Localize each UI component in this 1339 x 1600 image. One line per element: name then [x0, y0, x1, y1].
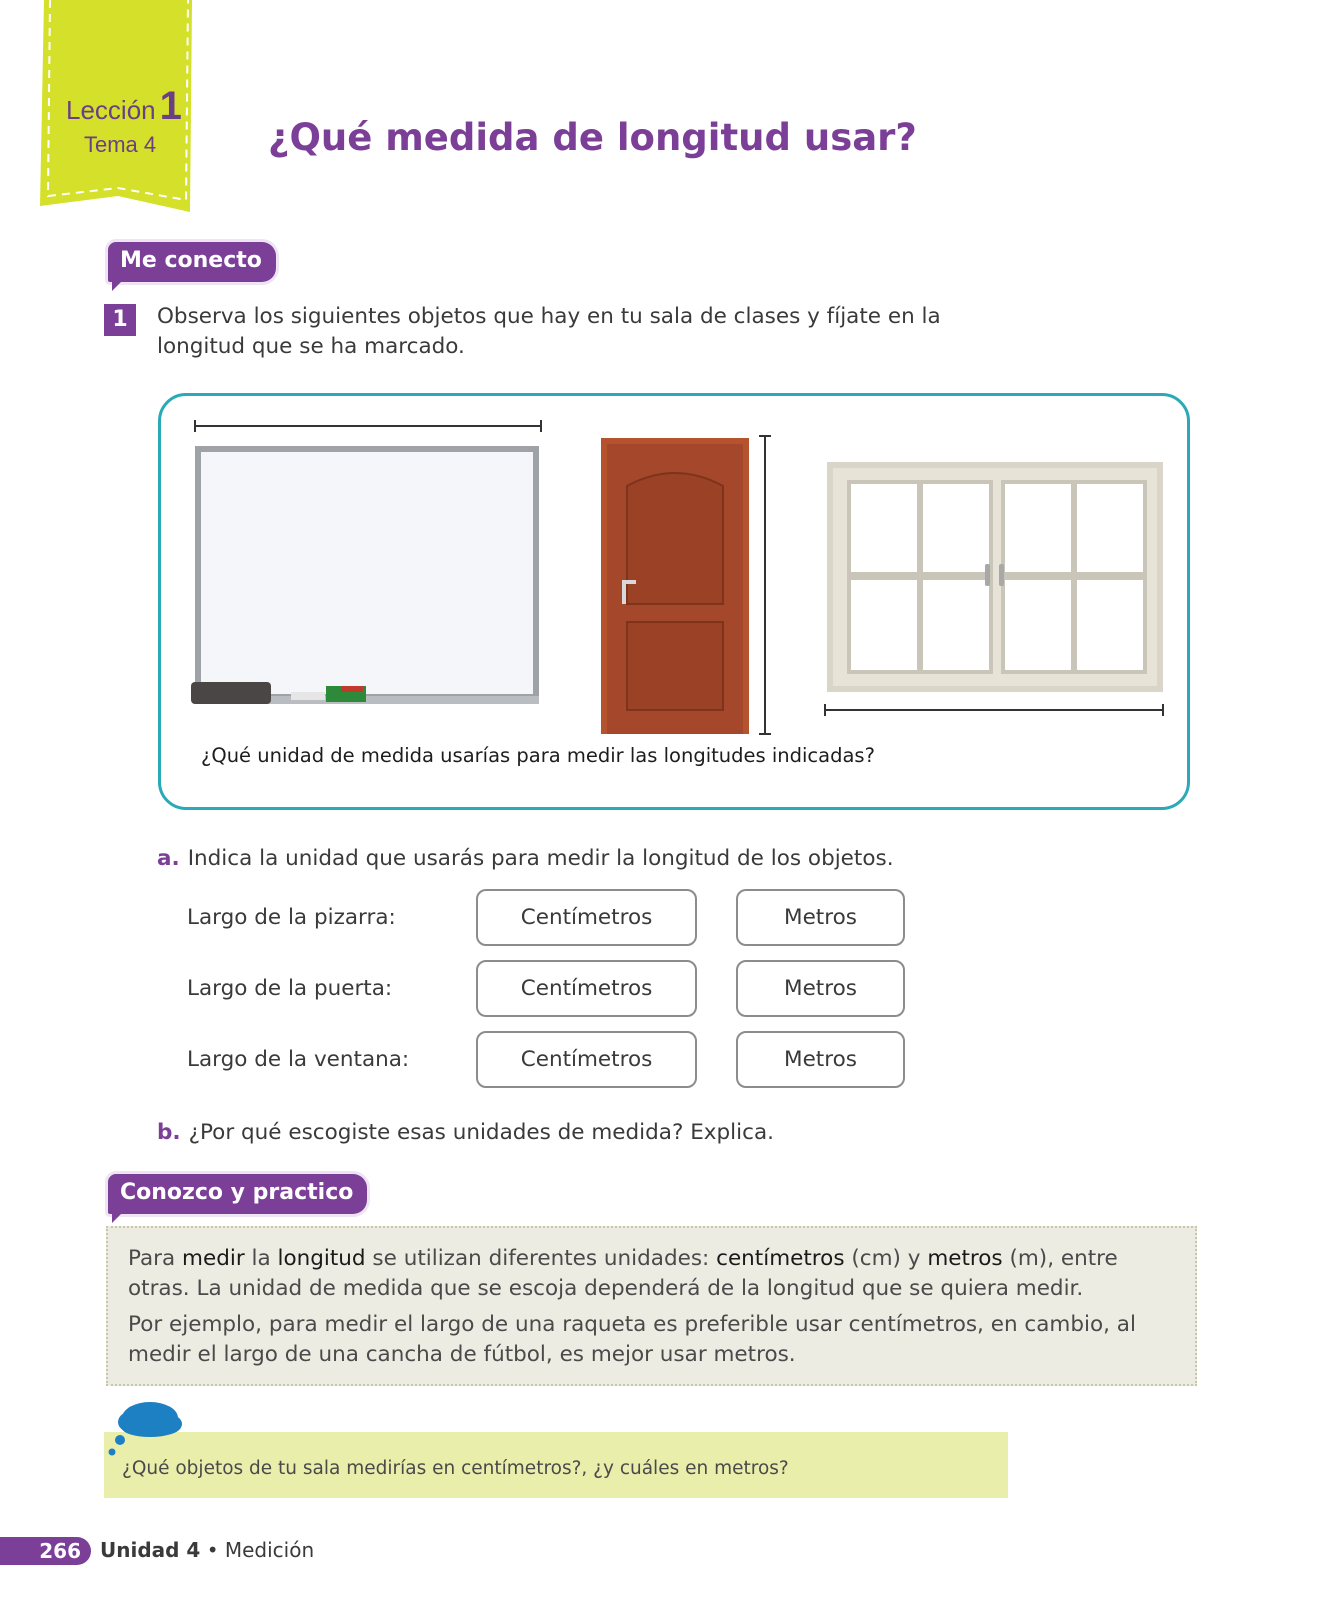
lesson-label: Lección 1 [66, 84, 182, 128]
footer-unit-name: Unidad 4 [100, 1538, 201, 1562]
door-illustration [601, 436, 771, 734]
whiteboard-illustration [191, 420, 541, 704]
row-label-puerta: Largo de la puerta: [187, 976, 393, 1001]
info-box [106, 1226, 1197, 1386]
info-paragraph-2: Por ejemplo, para medir el largo de una raqueta es preferible usar centímetros, en cambio, al medir el largo de una cancha de fútbol, es mejor usar metros. [128, 1312, 1136, 1367]
row-label-ventana: Largo de la ventana: [187, 1047, 410, 1072]
objects-illustrations [161, 396, 1187, 736]
objects-box [158, 393, 1190, 810]
think-question: ¿Qué objetos de tu sala medirías en centímetros?, ¿y cuáles en metros? [122, 1458, 789, 1479]
part-b-question [157, 1120, 774, 1145]
lesson-tab [40, 0, 196, 214]
page-number: 266 [0, 1537, 91, 1565]
footer-unit: Unidad 4 • Medición [100, 1538, 315, 1562]
activity-instruction: Observa los siguientes objetos que hay en tu sala de clases y fíjate en la longitud que se ha marcado. [157, 304, 941, 359]
activity-number: 1 [104, 304, 136, 336]
window-illustration [825, 462, 1163, 716]
info-paragraph-1: Para medir la longitud se utilizan diferentes unidades: centímetros (cm) y metros (m), entre otras. La unidad de medida que se escoja dependerá de la longitud que se quiera medir. [128, 1246, 1118, 1301]
part-b-text: ¿Por qué escogiste esas unidades de medida? Explica. [188, 1120, 774, 1145]
option-puerta-metros[interactable]: Metros [736, 960, 905, 1017]
box-question: ¿Qué unidad de medida usarías para medir las longitudes indicadas? [201, 744, 875, 767]
option-pizarra-centimetros[interactable]: Centímetros [476, 889, 697, 946]
page-title: ¿Qué medida de longitud usar? [268, 116, 917, 159]
part-a-text: Indica la unidad que usarás para medir la longitud de los objetos. [187, 846, 894, 871]
option-ventana-centimetros[interactable]: Centímetros [476, 1031, 697, 1088]
thought-cloud-icon [106, 1396, 186, 1462]
row-label-pizarra: Largo de la pizarra: [187, 905, 396, 930]
part-b-letter: b. [157, 1120, 181, 1145]
section-conozco-y-practico: Conozco y practico [108, 1174, 367, 1214]
footer-topic: Medición [224, 1538, 315, 1562]
option-ventana-metros[interactable]: Metros [736, 1031, 905, 1088]
section-me-conecto: Me conecto [108, 242, 276, 282]
topic-label: Tema 4 [84, 132, 157, 157]
option-pizarra-metros[interactable]: Metros [736, 889, 905, 946]
lesson-number: 1 [159, 84, 182, 128]
part-a-letter: a. [157, 846, 180, 871]
think-box [104, 1432, 1008, 1498]
option-puerta-centimetros[interactable]: Centímetros [476, 960, 697, 1017]
part-a-question [157, 846, 894, 871]
